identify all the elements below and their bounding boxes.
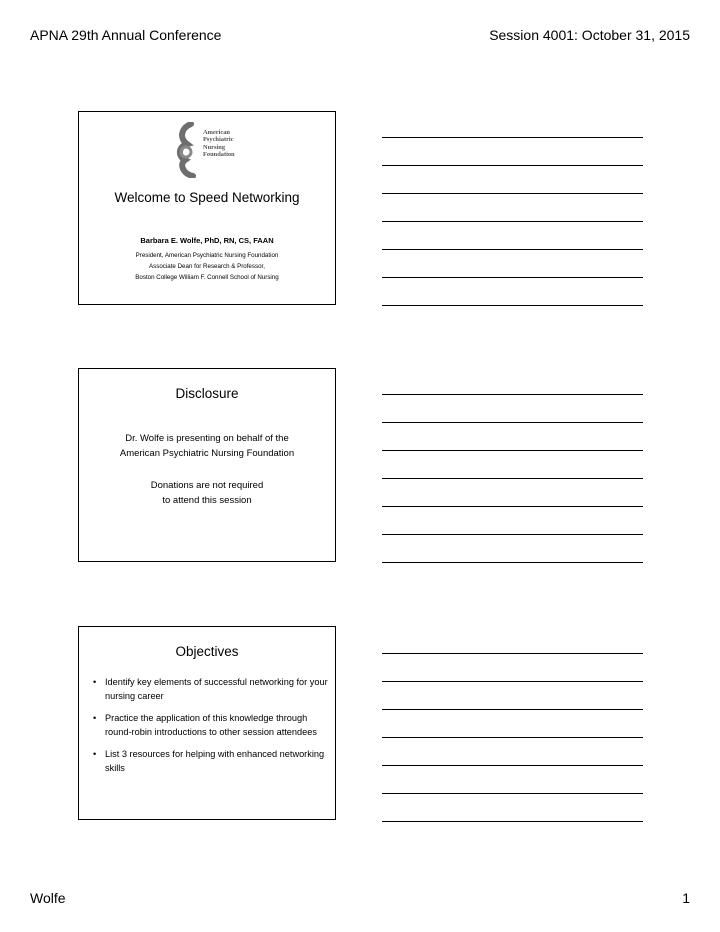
paragraph-line: to attend this session: [162, 495, 252, 506]
logo-wordmark: [203, 129, 235, 159]
slide-title: Objectives: [175, 644, 239, 659]
note-line: [382, 681, 643, 682]
paragraph-line: American Psychiatric Nursing Foundation: [119, 448, 295, 459]
objective-item: • Identify key elements of successful networking for your nursing career: [93, 675, 328, 703]
objective-item: • Practice the application of this knowledge through round-robin introductions to other session attendees: [93, 711, 328, 739]
note-line: [382, 193, 643, 194]
logo-line: Psychiatric: [203, 136, 234, 144]
note-line: [382, 562, 643, 563]
note-line: [382, 137, 643, 138]
footer-author: Wolfe: [30, 890, 66, 906]
note-line: [382, 653, 643, 654]
note-line: [382, 737, 643, 738]
disclosure-paragraph: [79, 431, 335, 461]
slide-objectives: [78, 626, 336, 820]
note-line: [382, 793, 643, 794]
logo-line: Nursing: [203, 143, 226, 151]
note-line: [382, 478, 643, 479]
paragraph-line: Dr. Wolfe is presenting on behalf of the: [125, 433, 289, 444]
note-line: [382, 506, 643, 507]
note-line: [382, 821, 643, 822]
slide-title: Disclosure: [175, 386, 239, 401]
paragraph-line: Donations are not required: [150, 480, 264, 491]
note-line: [382, 221, 643, 222]
header-conference: APNA 29th Annual Conference: [30, 27, 222, 43]
note-line: [382, 450, 643, 451]
donation-paragraph: [79, 478, 335, 508]
note-line: [382, 165, 643, 166]
affiliation-line: President, American Psychiatric Nursing Foundation: [135, 252, 279, 259]
note-line: [382, 765, 643, 766]
note-line: [382, 394, 643, 395]
page-number: 1: [682, 890, 690, 906]
affiliation-line: Associate Dean for Research & Professor,: [149, 263, 265, 270]
note-line: [382, 277, 643, 278]
apnf-logo: [175, 122, 245, 178]
objective-item: • List 3 resources for helping with enhanced networking skills: [93, 747, 328, 775]
note-line: [382, 422, 643, 423]
objectives-list: [93, 675, 328, 783]
slide-disclosure: [78, 368, 336, 562]
note-line: [382, 534, 643, 535]
logo-line: American: [203, 129, 230, 136]
note-line: [382, 709, 643, 710]
note-line: [382, 305, 643, 306]
slide-title: Welcome to Speed Networking: [114, 190, 300, 205]
apnf-swirl-icon: [175, 122, 205, 178]
logo-line: Foundation: [203, 151, 235, 159]
note-line: [382, 249, 643, 250]
slide-welcome: [78, 111, 336, 305]
presenter-name: Barbara E. Wolfe, PhD, RN, CS, FAAN: [140, 236, 274, 245]
header-session: Session 4001: October 31, 2015: [489, 27, 690, 43]
affiliation-line: Boston College William F. Connell School of Nursing: [135, 274, 279, 281]
